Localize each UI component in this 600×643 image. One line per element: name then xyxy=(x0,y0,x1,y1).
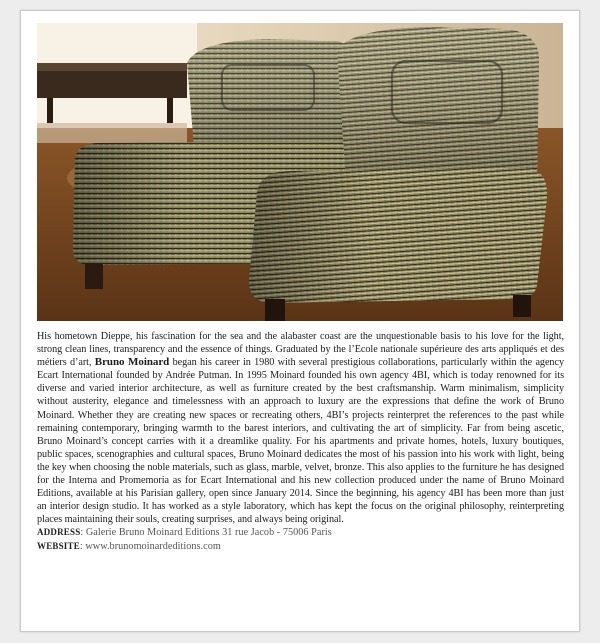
address-value: : Galerie Bruno Moinard Editions 31 rue Jacob - 75006 Paris xyxy=(80,527,332,539)
website-label: WEBSITE xyxy=(37,540,80,551)
article-text xyxy=(37,330,564,553)
website-value: : www.brunomoinardeditions.com xyxy=(79,540,221,552)
address-label: ADDRESS xyxy=(37,527,81,538)
article-body: began his career in 1980 with several prestigious collaborations, particularly within the agency Ecart International founded by Andrée Putman. In 1995 Moinard founded his own agency 4BI, which is today renowned for its diverse and varied interior architecture, as well as furniture created by the best craftsmanship. Warm minimalism, simplicity without austerity, elegance and timelessness with an approach to luxury are the expressions that define the work of Bruno Moinard. Whether they are creating new spaces or recreating others, 4BI’s projects reinterpret the references to the past while remaining contemporary, bringing warmth to the barest interiors, and cultivating the art of simplicity. Far from being ascetic, Bruno Moinard’s concept carries with it a dreamlike quality. For his apartments and private homes, hotels, luxury boutiques, public spaces, scenographies and cultural spaces, Bruno Moinard dedicates the most of his passion into his work with light, being the key when choosing the noble materials, such as glass, marble, velvet, bronze. This also applies to the furniture he has designed for the Interna and Promemoria as for Ecart International and his new collection produced under the name of Bruno Moinard Editions, available at his Parisian gallery, open since January 2014. Since the beginning, his agency 4BI has been more than just an interior design studio. It has worked as a style laboratory, which has kept the focus on the original philosophy, reinterpreting places maintaining their souls, creating surprises, and always being original. xyxy=(37,357,564,526)
article-intro: His hometown Dieppe, his fascination for the sea and the alabaster coast are the unquestionable basis to his love for the light, strong clean lines, transparency and the essence of things. Graduated by the l’Ecole nationale supérieure des arts appliqués et des métiers d’art, xyxy=(37,331,564,369)
magazine-page xyxy=(20,10,580,632)
article-paragraph xyxy=(37,330,564,526)
address-line xyxy=(37,526,564,540)
website-line xyxy=(37,540,564,554)
designer-name: Bruno Moinard xyxy=(94,356,170,369)
chairs-photo xyxy=(37,23,563,321)
